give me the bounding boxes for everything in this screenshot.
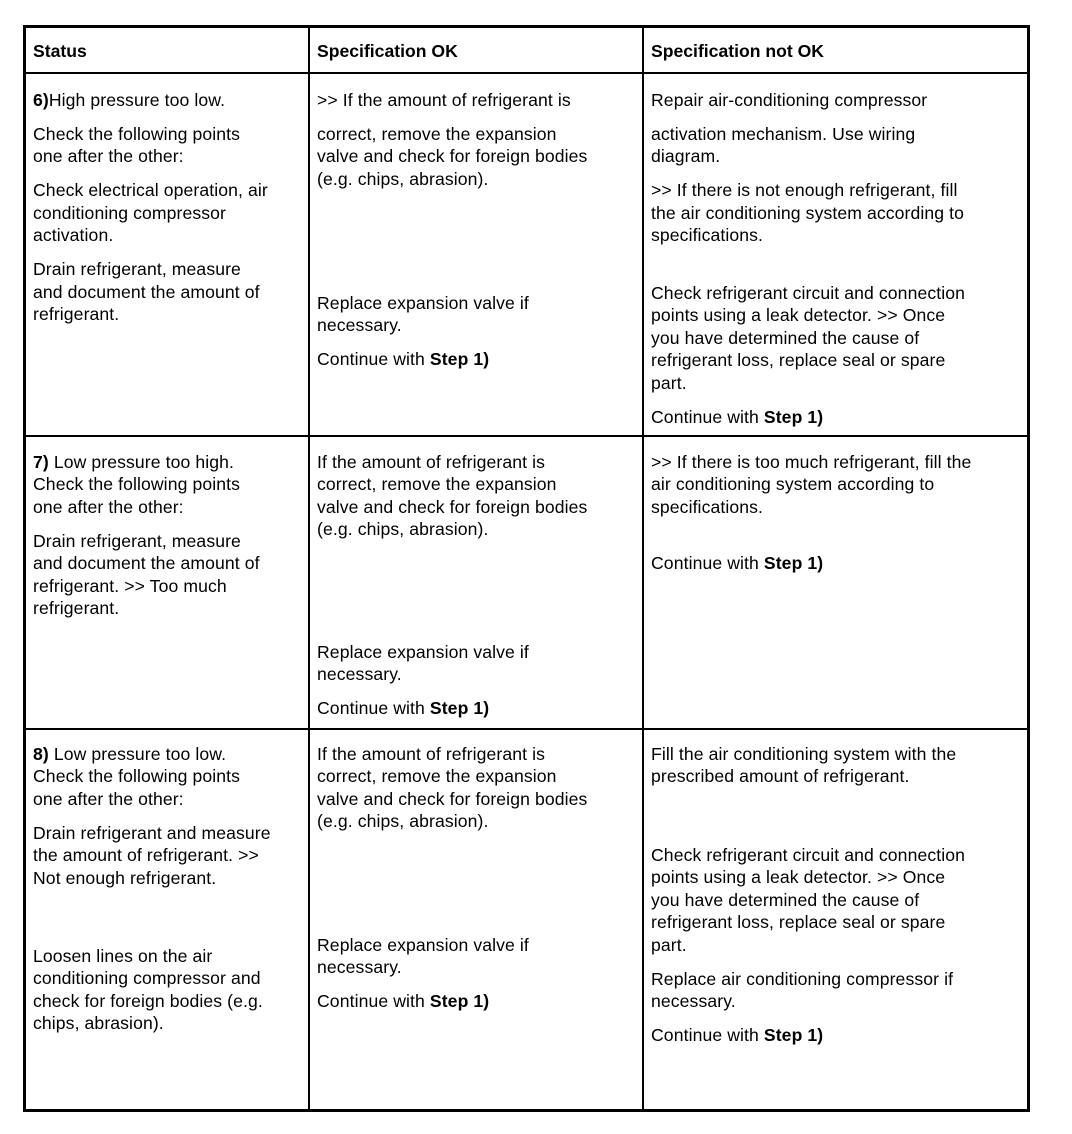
row-7-spec-not-ok-lower [651,552,1023,574]
continue-prefix: Continue with [651,553,764,573]
not-ok-text: >> If there is not enough refrigerant, fill the air conditioning system according to specifications. [651,180,965,246]
header-divider [23,72,1030,74]
not-ok-text: activation mechanism. Use wiring diagram. [651,124,916,167]
row-8-spec-not-ok [651,743,1023,788]
row-7-status [33,451,305,619]
column-divider [308,25,310,1112]
step-reference: Step 1) [763,406,824,427]
continue-line [651,552,1023,574]
ok-text: Replace expansion valve if necessary. [317,293,529,336]
not-ok-text: Check refrigerant circuit and connection points using a leak detector. >> Once you have determined the cause of refrigerant loss, replace seal or spare part. [651,283,966,393]
continue-line [651,1024,1023,1046]
row-divider [23,435,1030,437]
header-status: Status [33,41,87,61]
continue-prefix: Continue with [651,1025,764,1046]
ok-text: Replace expansion valve if necessary. [317,642,529,685]
continue-line [317,990,639,1012]
status-heading [33,451,305,518]
not-ok-text: Fill the air conditioning system with the prescribed amount of refrigerant. [651,744,957,787]
row-6-status [33,89,305,325]
status-text: Check electrical operation, air conditioning compressor activation. [33,180,268,246]
header-spec-not-ok: Specification not OK [651,41,825,61]
row-7-spec-ok [317,451,639,541]
ok-text: correct, remove the expansion valve and check for foreign bodies (e.g. chips, abrasion). [317,124,588,189]
ok-text: If the amount of refrigerant is correct, remove the expansion valve and check for foreign bodies (e.g. chips, abrasion). [317,452,588,540]
status-title: Low pressure too high. Check the following points one after the other: [33,452,240,517]
status-text: Drain refrigerant, measure and document the amount of refrigerant. >> Too much refrigerant. [33,530,260,619]
row-6-spec-ok-lower [317,292,639,371]
status-title: Low pressure too low. Check the following points one after the other: [33,744,240,809]
continue-line [651,406,1023,428]
row-8-spec-ok-lower [317,934,639,1013]
row-8-status-lower [33,945,305,1035]
ok-text: If the amount of refrigerant is correct, remove the expansion valve and check for foreign bodies (e.g. chips, abrasion). [317,744,588,832]
status-number: 8) [33,744,49,764]
continue-line [317,348,639,370]
row-8-spec-not-ok-lower [651,844,1023,1046]
row-6-spec-not-ok-lower [651,282,1023,428]
row-divider [23,728,1030,730]
status-heading [33,743,305,810]
status-text: Drain refrigerant and measure the amount of refrigerant. >> Not enough refrigerant. [33,822,271,888]
continue-line [317,697,639,719]
status-text: Check the following points one after the other: [33,124,240,167]
column-divider [642,25,644,1112]
step-reference: Step 1) [429,991,490,1012]
step-reference: Step 1) [429,349,490,370]
row-8-status [33,743,305,889]
step-reference: Step 1) [429,698,490,719]
status-text: Drain refrigerant, measure and document the amount of refrigerant. [33,259,260,325]
step-reference: Step 1) [763,553,824,573]
not-ok-text: >> If there is too much refrigerant, fill the air conditioning system according to specifications. [651,452,972,517]
not-ok-text: Replace air conditioning compressor if necessary. [651,968,954,1012]
row-7-spec-not-ok [651,451,1023,518]
not-ok-text: Check refrigerant circuit and connection points using a leak detector. >> Once you have determined the cause of refrigerant loss, replace seal or spare part. [651,845,966,955]
ok-text: Replace expansion valve if necessary. [317,935,529,978]
row-6-spec-not-ok [651,89,1023,247]
status-heading [33,89,305,111]
continue-prefix: Continue with [317,698,430,719]
ok-text: >> If the amount of refrigerant is [317,90,571,110]
status-number: 6) [33,90,49,110]
status-text: Loosen lines on the air conditioning compressor and check for foreign bodies (e.g. chips, abrasion). [33,946,263,1034]
step-reference: Step 1) [763,1025,824,1046]
row-8-spec-ok [317,743,639,833]
continue-prefix: Continue with [317,349,430,370]
continue-prefix: Continue with [651,406,764,427]
continue-prefix: Continue with [317,991,430,1012]
header-spec-ok: Specification OK [317,41,458,61]
status-title: High pressure too low. [48,90,226,110]
row-6-spec-ok [317,89,639,190]
status-number: 7) [33,452,49,472]
row-7-spec-ok-lower [317,641,639,720]
not-ok-text: Repair air-conditioning compressor [651,90,928,110]
